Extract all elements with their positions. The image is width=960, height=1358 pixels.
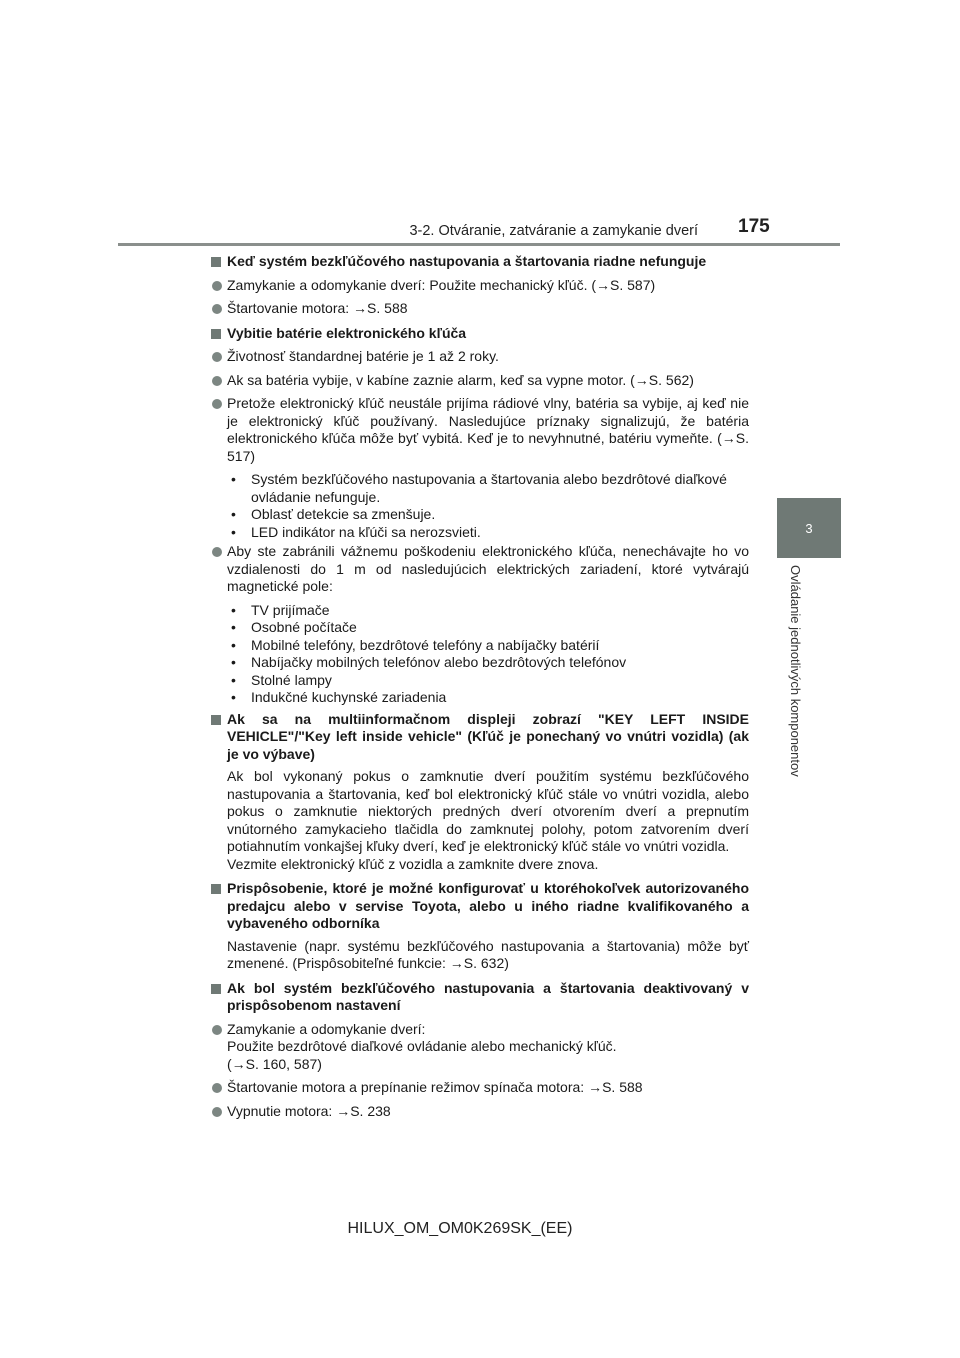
list-item: Zamykanie a odomykanie dverí: Použite bezdrôtové diaľkové ovládanie alebo mechanický kľúč. (→S. 160, 587) bbox=[211, 1021, 749, 1074]
sub-list-item: • Mobilné telefóny, bezdrôtové telefóny a nabíjačky batérií bbox=[231, 636, 600, 653]
sub-list-item: • Stolné lampy bbox=[231, 671, 332, 688]
section-heading: Ak sa na multiinformačnom displeji zobrazí "KEY LEFT INSIDE VEHICLE"/"Key left inside vehicle" (Kľúč je ponechaný vo vnútri vozidla) (ak je vo výbave) bbox=[211, 711, 749, 764]
section-title: 3-2. Otváranie, zatváranie a zamykanie dverí bbox=[409, 223, 698, 239]
circle-bullet-icon bbox=[212, 399, 222, 409]
square-bullet-icon bbox=[211, 257, 221, 267]
square-bullet-icon bbox=[211, 715, 221, 725]
circle-bullet-icon bbox=[212, 304, 222, 314]
list-item: Aby ste zabránili vážnemu poškodeniu elektronického kľúča, nenechávajte ho vo vzdialenosti do 1 m od nasledujúcich elektrických zariadení, ktoré vytvárajú magnetické pole: bbox=[211, 543, 749, 596]
sub-list-item: • Indukčné kuchynské zariadenia bbox=[231, 689, 447, 705]
page-header bbox=[0, 0, 960, 250]
document-code: HILUX_OM_OM0K269SK_(EE) bbox=[347, 1220, 573, 1237]
circle-bullet-icon bbox=[212, 1083, 222, 1093]
list-item: Štartovanie motora: →S. 588 bbox=[211, 300, 749, 318]
circle-bullet-icon bbox=[212, 1107, 222, 1117]
section-heading: Keď systém bezkľúčového nastupovania a štartovania riadne nefunguje bbox=[211, 253, 749, 271]
sub-list-item: • Oblasť detekcie sa zmenšuje. bbox=[231, 506, 436, 522]
sub-list-item: • Systém bezkľúčového nastupovania a štartovania alebo bezdrôtové diaľkové ovládanie nefunguje. bbox=[231, 471, 727, 505]
page-content bbox=[211, 253, 749, 1120]
square-bullet-icon bbox=[211, 984, 221, 994]
square-bullet-icon bbox=[211, 329, 221, 339]
section-heading: Ak bol systém bezkľúčového nastupovania a štartovania deaktivovaný v prispôsobenom nastavení bbox=[211, 980, 749, 1015]
list-item: Ak sa batéria vybije, v kabíne zaznie alarm, keď sa vypne motor. (→S. 562) bbox=[211, 372, 749, 390]
sub-list-item: • TV prijímače bbox=[231, 601, 330, 618]
sub-list-item: • Osobné počítače bbox=[231, 619, 357, 635]
section-paragraph: Ak bol vykonaný pokus o zamknutie dverí použitím systému bezkľúčového nastupovania a štartovania, keď bol elektronický kľúč stále vo vnútri vozidla, alebo pokus o zamknutie niektorých predných dverí otvorením dverí a prepnutím vnútorného zamykacieho tlačidla do zamknutej polohy, potom zatvorením dverí potiahnutím vonkajšej kľuky dverí, keď je elektronický kľúč stále vo vnútri vozidla. Vezmite elektronický kľúč z vozidla a zamknite dvere znova. bbox=[227, 768, 749, 872]
chapter-tab: 3 bbox=[777, 498, 841, 558]
sub-list bbox=[211, 602, 749, 707]
header-divider bbox=[118, 243, 840, 246]
circle-bullet-icon bbox=[212, 547, 222, 557]
circle-bullet-icon bbox=[212, 1025, 222, 1035]
sub-list-item: • Nabíjačky mobilných telefónov alebo bezdrôtových telefónov bbox=[231, 654, 627, 670]
sub-list bbox=[211, 471, 749, 541]
list-item: Životnosť štandardnej batérie je 1 až 2 roky. bbox=[211, 348, 749, 366]
circle-bullet-icon bbox=[212, 352, 222, 362]
page-number: 175 bbox=[738, 216, 770, 237]
section-heading: Prispôsobenie, ktoré je možné konfigurovať u ktoréhokoľvek autorizovaného predajcu alebo v servise Toyota, alebo u iného riadne kvalifikovaného a vybaveného odborníka bbox=[211, 880, 749, 933]
circle-bullet-icon bbox=[212, 376, 222, 386]
square-bullet-icon bbox=[211, 884, 221, 894]
circle-bullet-icon bbox=[212, 281, 222, 291]
list-item: Pretože elektronický kľúč neustále prijíma rádiové vlny, batéria sa vybije, aj keď nie je elektronický kľúč používaný. Nasledujúce príznaky signalizujú, že batéria elektronického kľúča môže byť vybitá. Keď je to nevyhnutné, batériu vymeňte. (→S. 517) bbox=[211, 395, 749, 465]
list-item: Vypnutie motora: →S. 238 bbox=[211, 1103, 749, 1121]
list-item: Štartovanie motora a prepínanie režimov spínača motora: →S. 588 bbox=[211, 1079, 749, 1097]
sub-list-item: • LED indikátor na kľúči sa nerozsvieti. bbox=[231, 523, 481, 540]
chapter-title: Ovládanie jednotlivých komponentov bbox=[788, 565, 803, 777]
list-item: Zamykanie a odomykanie dverí: Použite mechanický kľúč. (→S. 587) bbox=[211, 277, 749, 295]
section-paragraph: Nastavenie (napr. systému bezkľúčového nastupovania a štartovania) môže byť zmenené. (Prispôsobiteľné funkcie: →S. 632) bbox=[227, 937, 749, 971]
section-heading: Vybitie batérie elektronického kľúča bbox=[211, 325, 749, 343]
